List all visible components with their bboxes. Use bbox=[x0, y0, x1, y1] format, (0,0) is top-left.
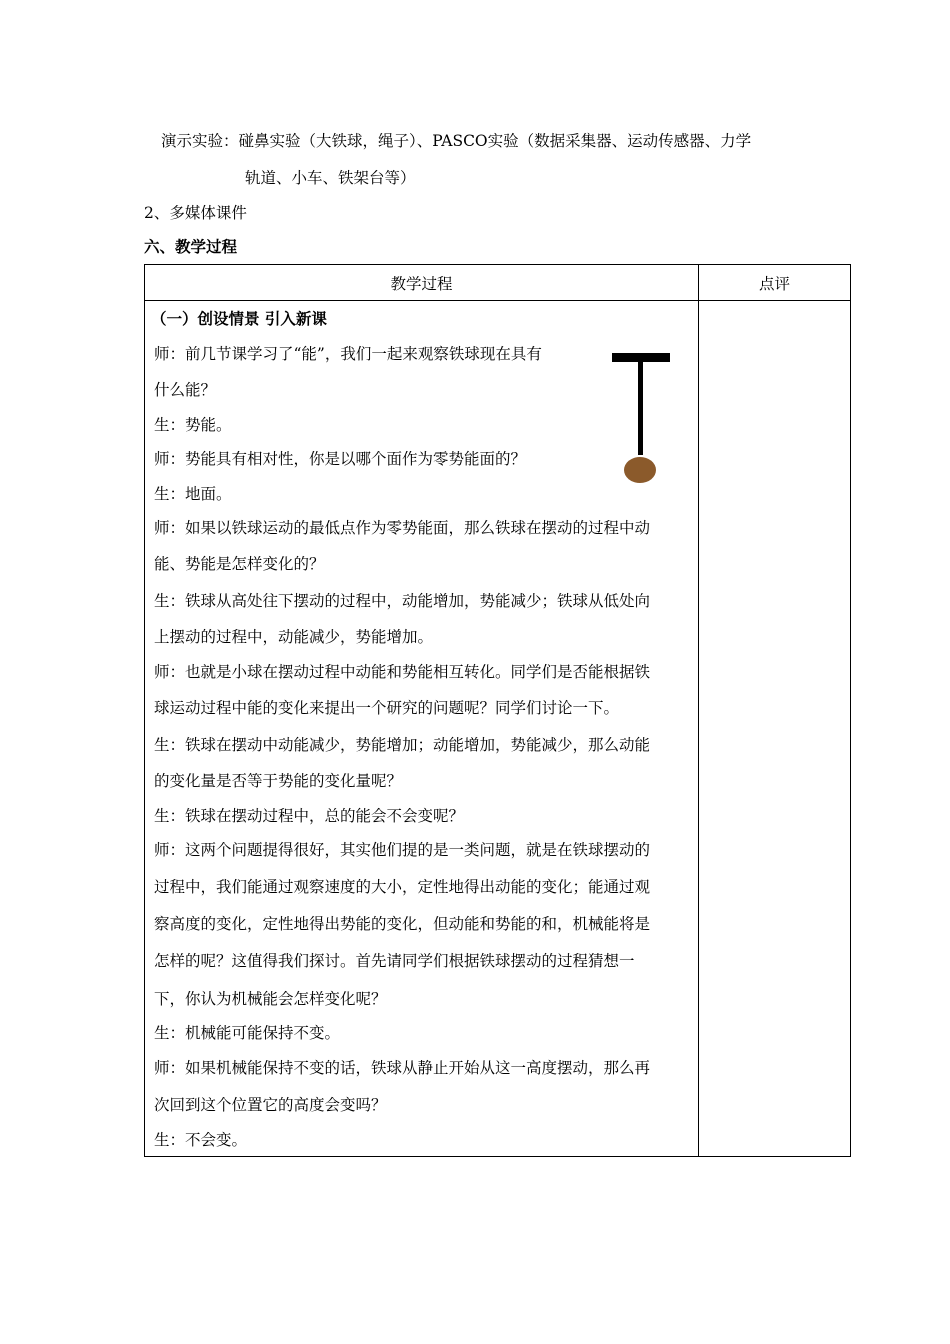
pendulum-rod bbox=[638, 362, 643, 455]
materials-demo-line1: 演示实验：碰鼻实验（大铁球，绳子）、PASCO实验（数据采集器、运动传感器、力学 bbox=[161, 132, 752, 150]
dialogue-line: 什么能？ bbox=[154, 381, 217, 399]
dialogue-line: 球运动过程中能的变化来提出一个研究的问题呢？同学们讨论一下。 bbox=[154, 699, 620, 717]
teaching-process-table bbox=[144, 264, 851, 1157]
dialogue-line: 能、势能是怎样变化的？ bbox=[154, 555, 325, 573]
dialogue-line: 生：铁球在摆动过程中，总的能会不会变呢？ bbox=[154, 807, 465, 825]
dialogue-line: 次回到这个位置它的高度会变吗？ bbox=[154, 1096, 387, 1114]
dialogue-line: 生：地面。 bbox=[154, 485, 232, 503]
dialogue-line: 过程中，我们能通过观察速度的大小，定性地得出动能的变化；能通过观 bbox=[154, 878, 651, 896]
table-header-divider bbox=[145, 300, 850, 301]
dialogue-line: 师：势能具有相对性，你是以哪个面作为零势能面的？ bbox=[154, 450, 527, 468]
header-teaching-process: 教学过程 bbox=[390, 275, 453, 293]
dialogue-line: 怎样的呢？这值得我们探讨。首先请同学们根据铁球摆动的过程猜想一 bbox=[154, 952, 635, 970]
header-comment: 点评 bbox=[758, 275, 790, 293]
dialogue-line: 的变化量是否等于势能的变化量呢？ bbox=[154, 772, 403, 790]
dialogue-line: 生：不会变。 bbox=[154, 1131, 248, 1149]
section-title: 六、教学过程 bbox=[144, 237, 238, 256]
dialogue-line: 师：也就是小球在摆动过程中动能和势能相互转化。同学们是否能根据铁 bbox=[154, 663, 651, 681]
pendulum-support-bar bbox=[612, 353, 670, 362]
pendulum-ball bbox=[624, 457, 656, 483]
dialogue-line: 生：机械能可能保持不变。 bbox=[154, 1024, 341, 1042]
dialogue-line: 师：前几节课学习了“能”，我们一起来观察铁球现在具有 bbox=[154, 345, 542, 363]
dialogue-line: 察高度的变化，定性地得出势能的变化，但动能和势能的和，机械能将是 bbox=[154, 915, 651, 933]
dialogue-line: 师：如果以铁球运动的最低点作为零势能面，那么铁球在摆动的过程中动 bbox=[154, 519, 651, 537]
dialogue-line: 生：铁球在摆动中动能减少，势能增加；动能增加，势能减少，那么动能 bbox=[154, 736, 651, 754]
dialogue-line: 师：如果机械能保持不变的话，铁球从静止开始从这一高度摆动，那么再 bbox=[154, 1059, 651, 1077]
table-column-divider bbox=[698, 265, 699, 1156]
dialogue-line: 下，你认为机械能会怎样变化呢？ bbox=[154, 990, 387, 1008]
pendulum-diagram-icon bbox=[608, 348, 678, 488]
materials-demo-line2: 轨道、小车、铁架台等） bbox=[245, 169, 416, 187]
dialogue-line: 生：铁球从高处往下摆动的过程中，动能增加，势能减少；铁球从低处向 bbox=[154, 592, 651, 610]
dialogue-line: 生：势能。 bbox=[154, 416, 232, 434]
dialogue-line: 上摆动的过程中，动能减少，势能增加。 bbox=[154, 628, 434, 646]
dialogue-line: 师：这两个问题提得很好，其实他们提的是一类问题，就是在铁球摆动的 bbox=[154, 841, 651, 859]
subsection-title: （一）创设情景 引入新课 bbox=[151, 309, 327, 328]
materials-item-multimedia: 2、多媒体课件 bbox=[144, 204, 247, 222]
